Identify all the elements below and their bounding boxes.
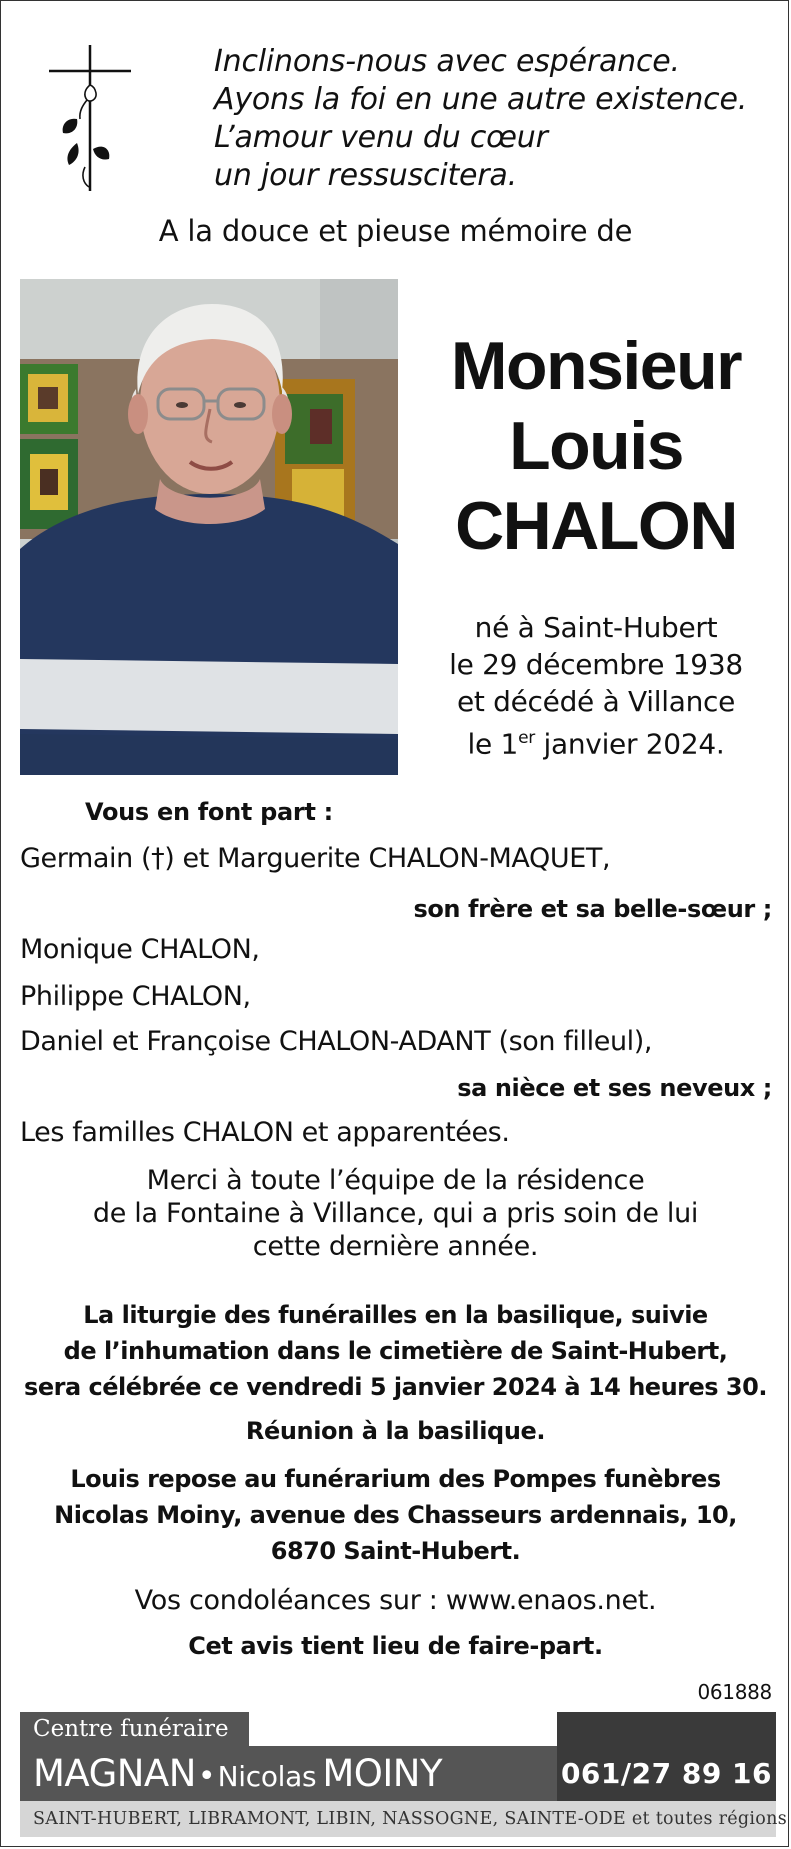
name-magnan: MAGNAN [33, 1752, 196, 1795]
family-line: Daniel et Françoise CHALON-ADANT (son filleul), [20, 1026, 653, 1057]
family-relation: sa nièce et ses neveux ; [457, 1074, 772, 1102]
name-title: Monsieur [450, 328, 742, 404]
portrait-photo [20, 279, 398, 775]
repose-line: Nicolas Moiny, avenue des Chasseurs ardennais, 10, [54, 1501, 737, 1529]
deceased-name [421, 326, 771, 566]
poem-line: Inclinons-nous avec espérance. [214, 44, 680, 79]
phone-box [557, 1712, 776, 1801]
family-line: Les familles CHALON et apparentées. [20, 1117, 510, 1148]
family-line: Germain (†) et Marguerite CHALON-MAQUET, [20, 843, 611, 874]
footer-name-band [20, 1746, 557, 1801]
cross-rose-icon [49, 45, 131, 191]
family-relation: son frère et sa belle-sœur ; [413, 895, 772, 923]
family-line: Philippe CHALON, [20, 981, 251, 1012]
repose-line: Louis repose au funérarium des Pompes funèbres [70, 1465, 721, 1493]
liturgy-line: La liturgie des funérailles en la basilique, suivie [83, 1301, 708, 1329]
repose-info [1, 1461, 789, 1569]
family-line: Monique CHALON, [20, 934, 260, 965]
family-heading: Vous en font part : [85, 798, 333, 826]
name-dot: • [197, 1759, 216, 1794]
footer-tab: Centre funéraire [20, 1712, 249, 1746]
birth-date: le 29 décembre 1938 [449, 648, 743, 681]
thanks-line: de la Fontaine à Villance, qui a pris soin de lui [92, 1198, 699, 1229]
condolences-link[interactable]: Vos condoléances sur : www.enaos.net. [134, 1585, 657, 1616]
poem [214, 43, 774, 195]
liturgy-line: sera célébrée ce vendredi 5 janvier 2024 à 14 heures 30. [24, 1373, 767, 1401]
name-first: Louis [509, 408, 683, 484]
poem-line: Ayons la foi en une autre existence. [214, 82, 748, 117]
reunion-info: Réunion à la basilique. [245, 1417, 546, 1445]
birth-place: né à Saint-Hubert [474, 611, 718, 644]
phone-number[interactable]: 061/27 89 16 [560, 1757, 773, 1790]
thanks-message [1, 1164, 789, 1263]
poem-line: L’amour venu du cœur [214, 120, 548, 155]
death-place: et décédé à Villance [456, 685, 736, 718]
liturgy-line: de l’inhumation dans le cimetière de Saint-Hubert, [63, 1337, 728, 1365]
death-date: le 1er janvier 2024. [467, 727, 725, 761]
poem-line: un jour ressuscitera. [214, 158, 517, 193]
name-moiny: MOINY [322, 1752, 443, 1795]
thanks-line: cette dernière année. [252, 1231, 539, 1262]
intro-line: A la douce et pieuse mémoire de [158, 214, 633, 248]
notice-line: Cet avis tient lieu de faire-part. [188, 1632, 603, 1660]
thanks-line: Merci à toute l’équipe de la résidence [146, 1165, 645, 1196]
liturgy-info [1, 1297, 789, 1405]
repose-line: 6870 Saint-Hubert. [270, 1537, 521, 1565]
reference-number: 061888 [697, 1680, 772, 1704]
funeral-home-footer [20, 1712, 787, 1837]
name-last: CHALON [455, 488, 737, 564]
name-nicolas: Nicolas [217, 1760, 317, 1793]
funeral-home-name [33, 1746, 442, 1808]
birth-death-info [421, 609, 771, 762]
footer-regions: SAINT-HUBERT, LIBRAMONT, LIBIN, NASSOGNE, SAINTE-ODE et toutes régions [20, 1801, 776, 1837]
